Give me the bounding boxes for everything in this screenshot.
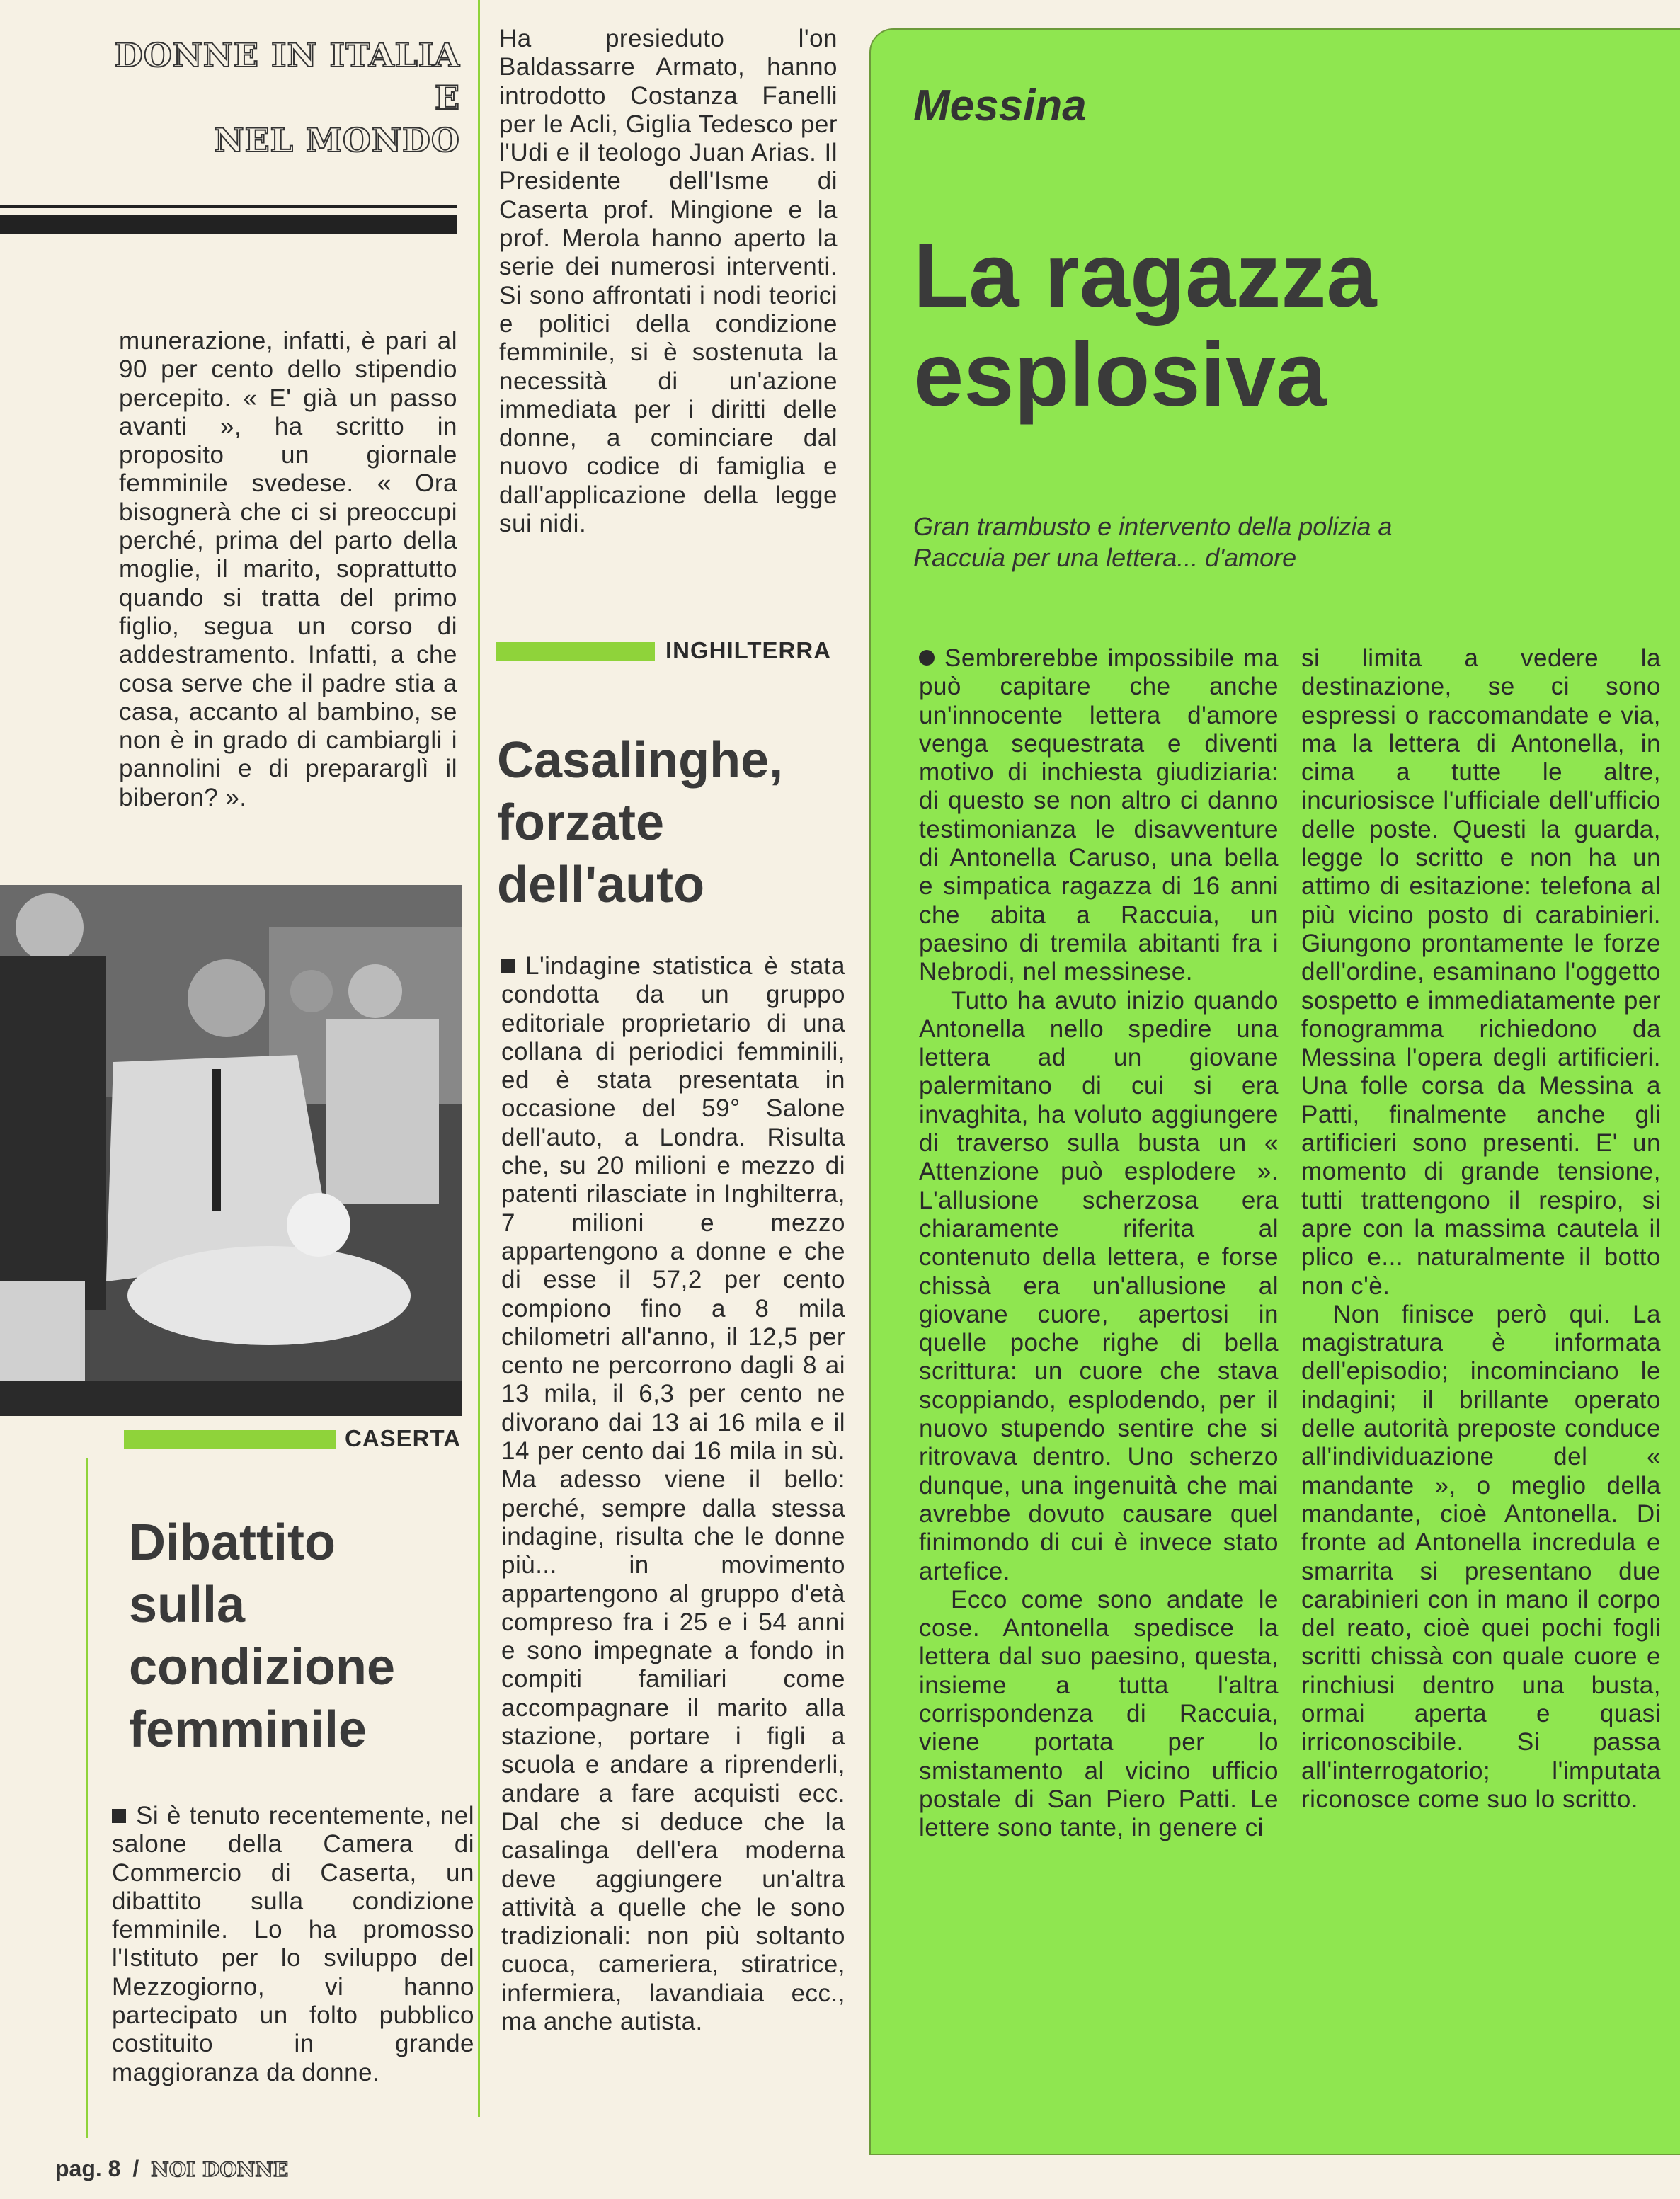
inghilterra-bullet <box>501 959 515 973</box>
photo-illustration <box>0 885 462 1416</box>
col2-intro <box>499 25 838 538</box>
masthead-line3: NEL MONDO <box>214 121 460 159</box>
masthead-line1: DONNE IN ITALIA <box>114 36 460 74</box>
messina-panel <box>869 28 1680 2155</box>
inghilterra-tag: INGHILTERRA <box>665 637 832 663</box>
inghilterra-tag-row <box>496 637 850 666</box>
photo-nursery <box>0 885 462 1416</box>
masthead-rule-thin <box>0 205 457 208</box>
messina-col-b-p1: si limita a vedere la destinazione, se ci sono espressi o raccomandate e via, ma la lettera di Antonella, in cima a tutte le altre, incuriosisce l'ufficiale dell'ufficio delle poste. Questi la guarda, legge lo scritto e non ha un attimo di esitazione: telefona al più vicino posto di carabinieri. Giungono prontamente le forze dell'ordine, esaminano l'oggetto sospetto e immediatamente per fonogramma richiedono da Messina l'opera degli artificieri. Una folle corsa da Messina a Patti, finalmente anche gli artificieri sono presenti. E' un momento di grande tensione, tutti trattengono il respiro, si apre con la massima cautela il plico e... naturalmente il botto non c'è. <box>1301 644 1661 1300</box>
caserta-vertical-rule <box>86 1458 88 2138</box>
footer-page: pag. 8 <box>55 2156 121 2181</box>
footer-sep: / <box>132 2156 139 2181</box>
messina-col-a-p1: Sembrerebbe impossibile ma può capitare che anche un'innocente lettera d'amore venga sequestrata e diventi motivo di inchiesta giudiziaria: di questo se non altro ci danno testimonianza le disavventure di Antonella Caruso, una bella e simpatica ragazza di 16 anni che abita a Raccuia, un paesino di tremila abitanti fra i Nebrodi, nel messinese. <box>919 644 1279 986</box>
footer <box>55 2156 288 2182</box>
inghilterra-green-bar <box>496 642 655 661</box>
caserta-tag-row <box>124 1425 464 1453</box>
inghilterra-article <box>501 952 845 2036</box>
messina-col-b-p2: Non finisce però qui. La magistratura è informata dell'episodio; incominciano le indagini; il brillante operato delle autorità preposte conduce all'individuazione del « mandante », o meglio della mandante, cioè Antonella. Di fronte ad Antonella incredula e smarrita si presentano due carabinieri con in mano il corpo del reato, cioè quei pochi fogli scritti chissà con quale cuore e rinchiusi dentro una busta, ormai aperta e quasi irriconoscibile. Si passa all'interrogatorio; l'imputata riconosce come suo lo scritto. <box>1301 1300 1661 1813</box>
caserta-body: Si è tenuto recentemente, nel salone della Camera di Commercio di Caserta, un dibattito sulla condizione femminile. Lo ha promosso l'Istituto per lo sviluppo del Mezzogiorno, vi hanno partecipato un folto pubblico costituito in grande maggioranza da donne. <box>112 1802 474 2086</box>
messina-col-a <box>919 644 1279 1842</box>
messina-col-b <box>1301 644 1661 1814</box>
col2-intro-text: Ha presieduto l'on Baldassarre Armato, hanno introdotto Costanza Fanelli per le Acli, Giglia Tedesco per l'Udi e il teologo Juan Arias. Il Presidente dell'Isme di Caserta prof. Mingione e la prof. Merola hanno aperto la serie dei numerosi interventi. Si sono affrontati i nodi teorici e politici della condizione femminile, si è sostenuta la necessità di un'azione immediata per i diritti delle donne, a cominciare dal nuovo codice di famiglia e dall'applicazione della legge sui nidi. <box>499 25 838 538</box>
masthead-rule-thick <box>0 215 457 234</box>
caserta-tag: CASERTA <box>345 1425 462 1451</box>
messina-col-a-p3: Ecco come sono andate le cose. Antonella spedisce la lettera dal suo paesino, questa, insieme a tutta l'altra corrispondenza di Raccuia, viene portata per lo smistamento al vicino ufficio postale di San Piero Patti. Le lettere sono tante, in genere ci <box>919 1585 1279 1842</box>
inghilterra-body: L'indagine statistica è stata condotta da un gruppo editoriale proprietario di una collana di periodici femminili, ed è stata presentata in occasione del 59° Salone dell'auto, a Londra. Risulta che, su 20 milioni e mezzo di patenti rilasciate in Inghilterra, 7 milioni e mezzo appartengono a donne e che di esse il 57,2 per cento compiono fino a 8 mila chilometri all'anno, il 12,5 per cento ne percorrono dagli 8 ai 13 mila, il 6,3 per cento ne divorano dai 13 ai 16 mila e il 14 per cento dai 16 mila in sù. Ma adesso viene il bello: perché, sempre dalla stessa indagine, risulta che le donne più... in movimento appartengono al gruppo d'età compreso fra i 25 e i 54 anni e sono impegnate a fondo in compiti familiari come accompagnare il marito alla stazione, portare i figli a scuola e andare a riprenderli, andare a fare acquisti ecc. Dal che si deduce che la casalinga dell'era moderna deve aggiungere un'altra attività a quelle che le sono tradizionali: non più soltanto cuoca, cameriera, stiratrice, infermiera, lavandiaia ecc., ma anche autista. <box>501 952 845 2035</box>
col1-paragraph: munerazione, infatti, è pari al 90 per cento dello stipendio percepito. « E' già un passo avanti », ha scritto in proposito un giornale femminile svedese. « Ora bisognerà che ci si preoccupi perché, prima del parto della moglie, il marito, soprattutto quando si tratta del primo figlio, segua un corso di addestramento. Infatti, a che cosa serve che il padre stia a casa, accanto al bambino, se non è in grado di cambiargli i pannolini e di prepararglì il biberon? ». <box>119 327 457 811</box>
caserta-bullet <box>112 1809 126 1823</box>
masthead <box>78 34 460 161</box>
messina-kicker: Messina <box>913 81 1087 130</box>
messina-subhead: Gran trambusto e intervento della polizia a Raccuia per una lettera... d'amore <box>913 512 1393 572</box>
col2-vertical-rule <box>478 0 480 2117</box>
messina-headline-line1: La ragazza <box>913 225 1377 326</box>
footer-magazine: NOI DONNE <box>151 2158 289 2181</box>
messina-bullet <box>919 650 935 666</box>
caserta-headline: Dibattito sulla condizione femminile <box>129 1514 395 1758</box>
caserta-article <box>112 1802 474 2087</box>
caserta-green-bar <box>124 1430 336 1449</box>
col1-article <box>119 327 457 812</box>
inghilterra-headline: Casalinghe, forzate dell'auto <box>497 732 784 913</box>
masthead-line2: E <box>434 79 460 117</box>
messina-headline-line2: esplosiva <box>913 324 1327 425</box>
messina-col-a-p2: Tutto ha avuto inizio quando Antonella nello spedire una lettera ad un giovane palermitano di cui si era invaghita, ha voluto aggiungere di traverso sulla busta un « Attenzione può esplodere ». L'allusione scherzosa era chiaramente riferita al contenuto della lettera, e forse chissà era un'allusione al giovane cuore, apertosi in quelle poche righe di bella scrittura: un cuore che stava scoppiando, esplodendo, per il nuovo stupendo sentire che si ritrovava dentro. Uno scherzo dunque, una ingenuità che mai avrebbe dovuto causare quel finimondo di cui è invece stato artefice. <box>919 986 1279 1585</box>
